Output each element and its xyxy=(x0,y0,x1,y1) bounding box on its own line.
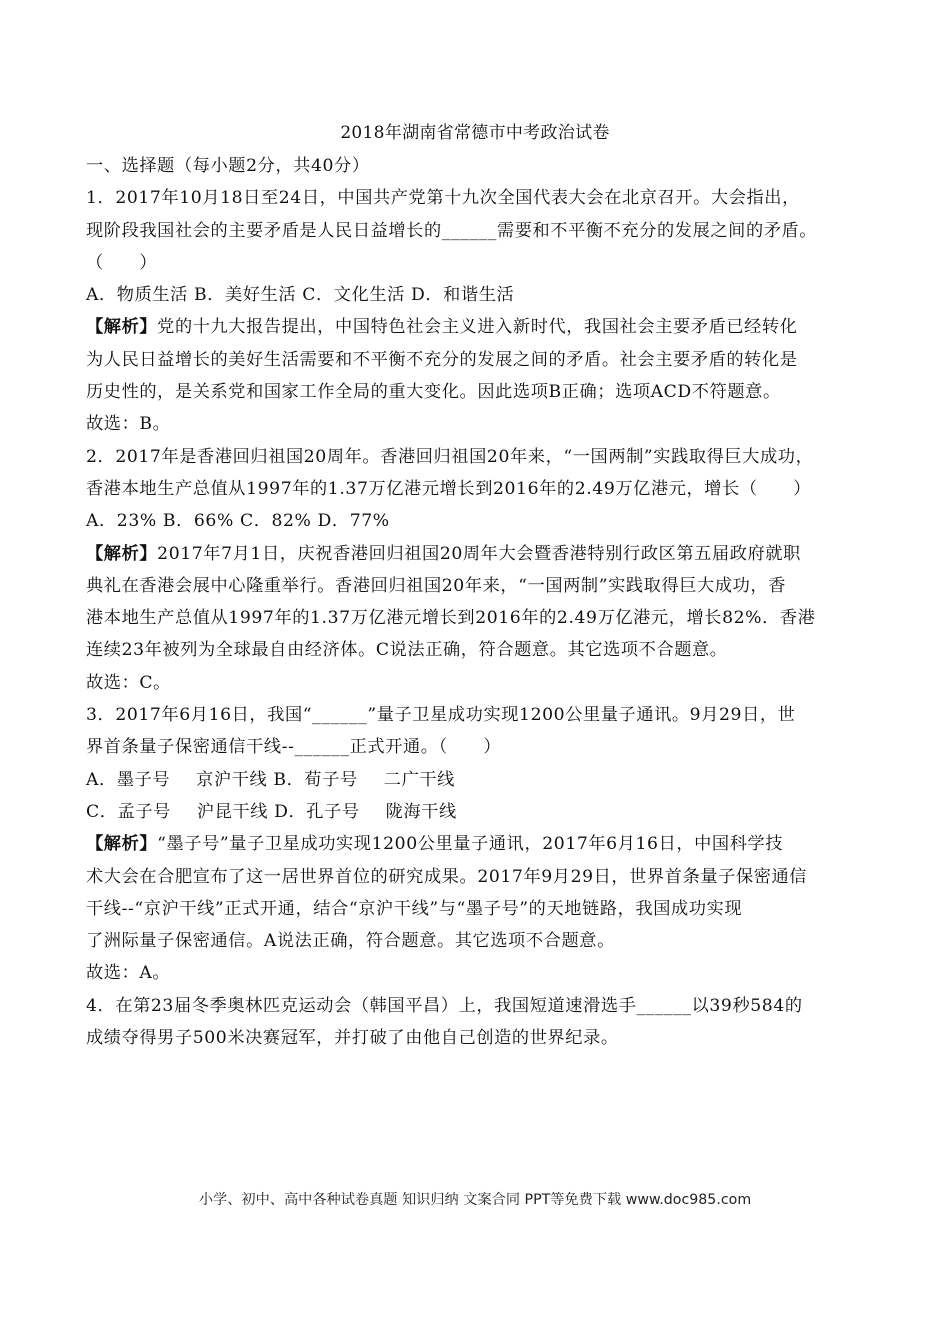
analysis-text: 2017年7月1日，庆祝香港回归祖国20周年大会暨香港特别行政区第五届政府就职 xyxy=(157,543,801,564)
q1-analysis-line2: 为人民日益增长的美好生活需要和不平衡不充分的发展之间的矛盾。社会主要矛盾的转化是 xyxy=(86,349,798,370)
q2-analysis-line2: 典礼在香港会展中心隆重举行。香港回归祖国20年来，“一国两制”实践取得巨大成功，香 xyxy=(86,575,786,596)
analysis-text: 党的十九大报告提出，中国特色社会主义进入新时代，我国社会主要矛盾已经转化 xyxy=(157,317,798,338)
q2-analysis-line3: 港本地生产总值从1997年的1.37万亿港元增长到2016年的2.49万亿港元，增长82%．香港 xyxy=(86,608,816,629)
q2-analysis-line1 xyxy=(86,538,866,570)
q3-analysis-line3: 干线--“京沪干线”正式开通，结合“京沪干线”与“墨子号”的天地链路，我国成功实现 xyxy=(86,898,743,919)
q3-analysis-line1 xyxy=(86,828,866,860)
section-heading: 一、选择题（每小题2分，共40分） xyxy=(86,156,370,176)
q2-answer: 故选：C。 xyxy=(86,672,171,693)
q1-line2: 现阶段我国社会的主要矛盾是人民日益增长的______需要和不平衡不充分的发展之间的矛盾。 xyxy=(86,220,818,241)
q3-line1: 3．2017年6月16日，我国“______”量子卫星成功实现1200公里量子通讯。9月29日，世 xyxy=(86,705,796,726)
option-c: C．孟子号 xyxy=(86,801,171,822)
analysis-tag: 【解析】 xyxy=(86,317,158,338)
q3-options-ab xyxy=(86,764,866,796)
q2-analysis-line4: 连续23年被列为全球最自由经济体。C说法正确，符合题意。其它选项不合题意。 xyxy=(86,640,728,661)
footer-ad: 小学、初中、高中各种试卷真题 知识归纳 文案合同 PPT等免费下载 www.doc985.com xyxy=(198,1192,752,1208)
analysis-text: “墨子号”量子卫星成功实现1200公里量子通讯，2017年6月16日，中国科学技 xyxy=(157,834,784,855)
q3-line2: 界首条量子保密通信干线--______正式开通。（ ） xyxy=(86,737,502,758)
q1-line1: 1．2017年10月18日至24日，中国共产党第十九次全国代表大会在北京召开。大会指出， xyxy=(86,188,800,209)
q3-answer: 故选：A。 xyxy=(86,963,171,984)
analysis-tag: 【解析】 xyxy=(86,834,158,855)
q1-analysis-line3: 历史性的，是关系党和国家工作全局的重大变化。因此选项B正确；选项ACD不符题意。 xyxy=(86,382,781,403)
q3-options-cd xyxy=(86,796,866,828)
option-a-line: 京沪干线 xyxy=(196,769,268,790)
document-body xyxy=(86,150,866,1054)
q1-answer: 故选：B。 xyxy=(86,414,171,435)
option-b: B．荀子号 xyxy=(273,769,358,790)
option-d-line: 陇海干线 xyxy=(385,801,457,822)
q4-line1: 4．在第23届冬季奥林匹克运动会（韩国平昌）上，我国短道速滑选手______以39秒584的 xyxy=(86,995,803,1016)
q4-line2: 成绩夺得男子500米决赛冠军，并打破了由他自己创造的世界纪录。 xyxy=(86,1028,619,1049)
q1-analysis-line1 xyxy=(86,311,866,343)
q1-options: A．物质生活 B．美好生活 C．文化生活 D．和谐生活 xyxy=(86,285,515,306)
option-c-line: 沪昆干线 xyxy=(196,801,269,822)
q2-line1: 2．2017年是香港回归祖国20周年。香港回归祖国20年来，“一国两制”实践取得巨大成功， xyxy=(86,446,814,467)
analysis-tag: 【解析】 xyxy=(86,543,158,564)
option-d: D．孔子号 xyxy=(274,801,360,822)
option-b-line: 二广干线 xyxy=(383,769,455,790)
q3-analysis-line4: 了洲际量子保密通信。A说法正确，符合题意。其它选项不合题意。 xyxy=(86,931,615,952)
q3-analysis-line2: 术大会在合肥宣布了这一居世界首位的研究成果。2017年9月29日，世界首条量子保密通信 xyxy=(86,866,808,887)
page-title: 2018年湖南省常德市中考政治试卷 xyxy=(340,123,610,143)
q1-line3: （ ） xyxy=(86,252,158,273)
q2-options: A．23% B．66% C．82% D．77% xyxy=(86,511,390,532)
option-a: A．墨子号 xyxy=(86,769,171,790)
q2-line2: 香港本地生产总值从1997年的1.37万亿港元增长到2016年的2.49万亿港元，增长（ ） xyxy=(86,478,812,499)
